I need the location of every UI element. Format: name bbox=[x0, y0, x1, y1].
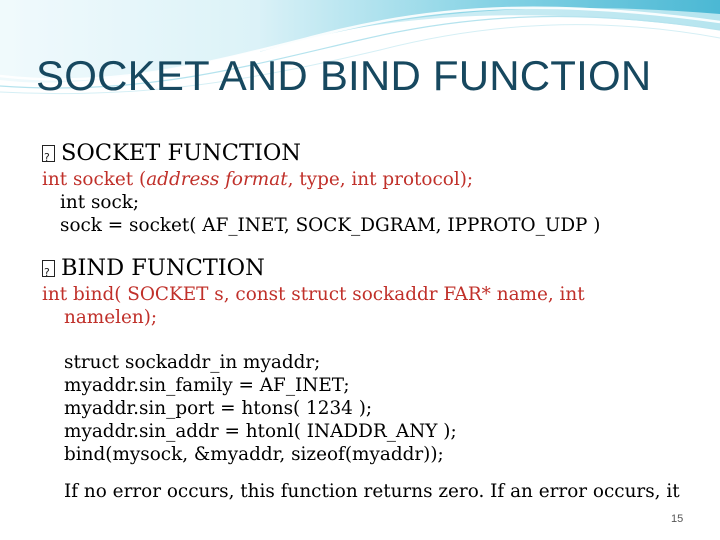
code-line: myaddr.sin_addr = htonl( INADDR_ANY ); bbox=[64, 421, 457, 442]
code-line: bind(mysock, &myaddr, sizeof(myaddr)); bbox=[64, 444, 444, 465]
code-line: myaddr.sin_family = AF_INET; bbox=[64, 375, 350, 396]
bind-return-note: If no error occurs, this function returns zero. If an error occurs, it bbox=[64, 481, 680, 502]
bind-signature-line2: namelen); bbox=[64, 307, 158, 328]
slide-title: SOCKET AND BIND FUNCTION bbox=[36, 52, 652, 99]
socket-function-heading: ? SOCKET FUNCTION bbox=[42, 138, 702, 168]
bind-signature-line1: int bind( SOCKET s, const struct sockaddr FAR* name, int bbox=[42, 284, 585, 305]
code-line: sock = socket( AF_INET, SOCK_DGRAM, IPPROTO_UDP ) bbox=[60, 215, 601, 236]
bullet-placeholder-icon bbox=[42, 260, 55, 277]
socket-signature: int socket (address format, type, int protocol); bbox=[42, 169, 474, 190]
bullet-placeholder-icon bbox=[42, 145, 55, 162]
bind-function-heading: ? BIND FUNCTION bbox=[42, 253, 702, 283]
slide-body bbox=[42, 138, 702, 503]
code-line: int sock; bbox=[60, 192, 140, 213]
code-line: struct sockaddr_in myaddr; bbox=[64, 352, 321, 373]
page-number: 15 bbox=[671, 513, 684, 525]
code-line: myaddr.sin_port = htons( 1234 ); bbox=[64, 398, 373, 419]
